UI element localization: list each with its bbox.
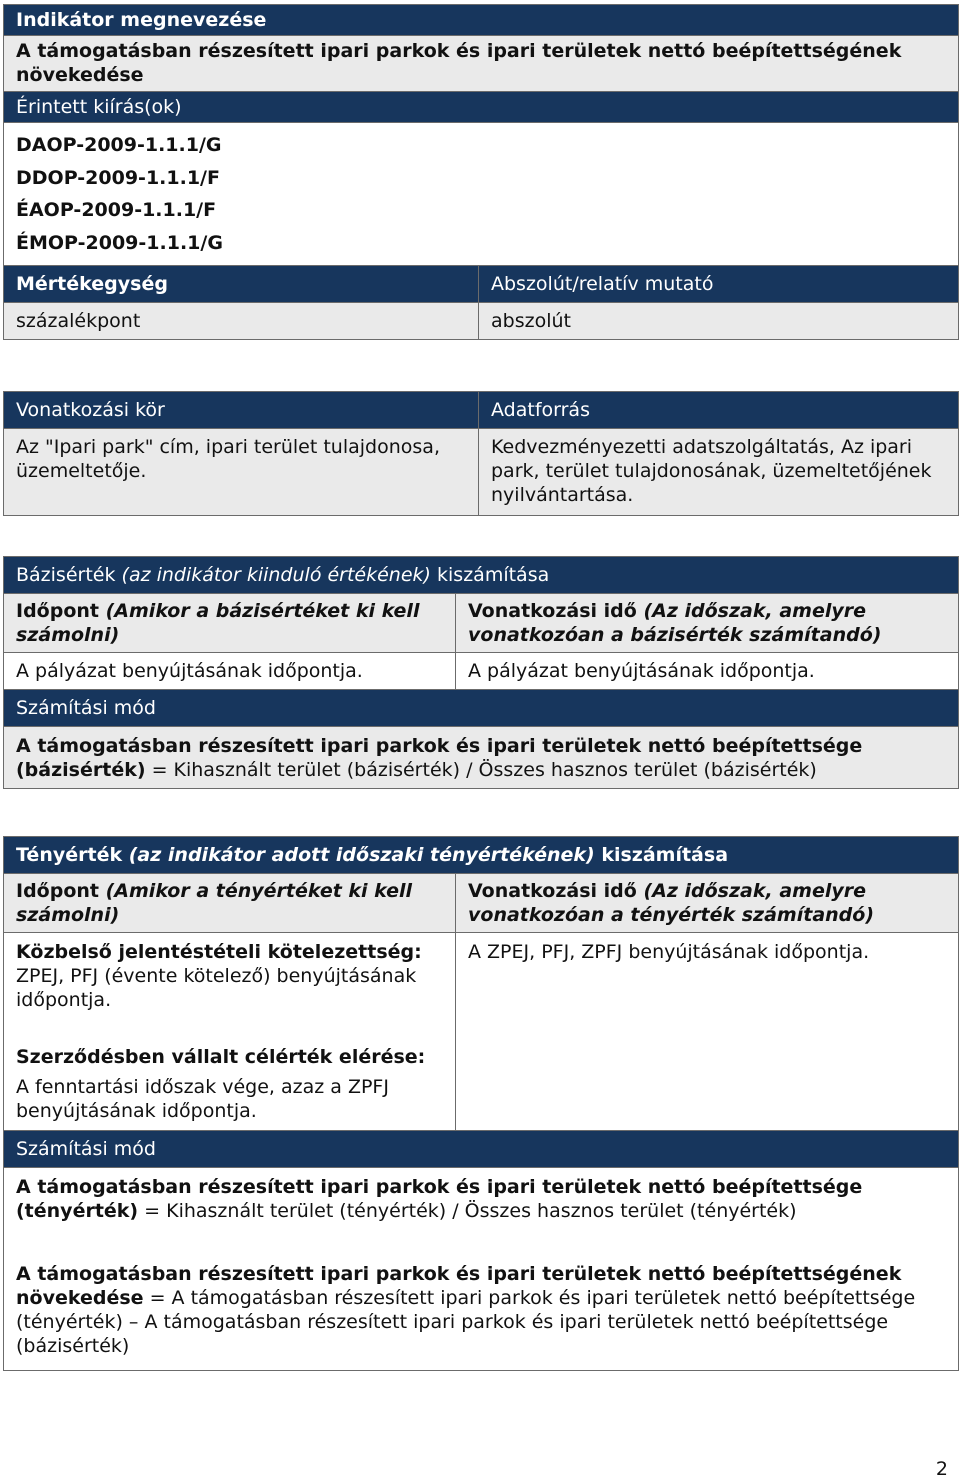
actual-formula-1-bold: A támogatásban részesített ipari parkok és ipari területek nettó beépítettsége (tényérték) <box>16 1176 863 1222</box>
indicator-name-header: Indikátor megnevezése <box>4 5 959 36</box>
actual-title-italic: (az indikátor adott időszaki tényértékének) <box>128 844 595 866</box>
absrel-header: Abszolút/relatív mutató <box>479 266 959 303</box>
base-ref-label-italic: (Az időszak, amelyre vonatkozóan a bázisérték számítandó) <box>468 600 882 646</box>
base-ref-label <box>456 594 959 653</box>
actual-ref-label-main: Vonatkozási idő <box>468 880 637 902</box>
unit-header: Mértékegység <box>4 266 479 303</box>
base-formula-rest: = Kihasznált terület (bázisérték) / Összes hasznos terület (bázisérték) <box>145 759 817 781</box>
actual-interim-bold: Közbelső jelentéstételi kötelezettség: <box>16 941 422 963</box>
actual-time-label-main: Időpont <box>16 880 99 902</box>
actual-title-end: kiszámítása <box>601 844 729 866</box>
call-item: ÉAOP-2009-1.1.1/F <box>16 199 217 221</box>
actual-target-cell <box>4 1045 456 1131</box>
call-item: DAOP-2009-1.1.1/G <box>16 134 222 156</box>
actual-method-header: Számítási mód <box>4 1131 959 1168</box>
actual-formula-2 <box>16 1262 947 1358</box>
base-title-italic: (az indikátor kiinduló értékének) <box>121 564 431 586</box>
absrel-value: abszolút <box>479 303 959 340</box>
actual-ref-label <box>456 874 959 933</box>
actual-header <box>4 837 959 874</box>
base-method-header: Számítási mód <box>4 690 959 727</box>
actual-formula-2-rest: = A támogatásban részesített ipari parkok és ipari területek nettó beépítettsége (tényérték) – A támogatásban részesített ipari parkok és ipari területek nettó beépítettsége (bázisérték) <box>16 1287 916 1357</box>
base-formula <box>4 727 959 789</box>
base-title-end: kiszámítása <box>437 564 550 586</box>
source-header: Adatforrás <box>479 392 959 429</box>
indicator-name-value: A támogatásban részesített ipari parkok és ipari területek nettó beépítettségének növekedése <box>4 36 959 92</box>
calls-header: Érintett kiírás(ok) <box>4 92 959 123</box>
scope-value: Az "Ipari park" cím, ipari terület tulajdonosa, üzemeltetője. <box>4 429 479 516</box>
actual-interim-rest: ZPEJ, PFJ (évente kötelező) benyújtásának időpontja. <box>16 965 417 1011</box>
base-header <box>4 557 959 594</box>
actual-interim-cell <box>4 933 456 1046</box>
base-time-label-italic: (Amikor a bázisértéket ki kell számolni) <box>16 600 420 646</box>
calls-list <box>4 123 959 266</box>
page-number: 2 <box>935 1458 948 1480</box>
base-time-label-main: Időpont <box>16 600 99 622</box>
base-formula-bold: A támogatásban részesített ipari parkok és ipari területek nettó beépítettsége (bázisérték) <box>16 735 863 781</box>
actual-target-bold: Szerződésben vállalt célérték elérése: <box>16 1046 426 1068</box>
actual-time-label <box>4 874 456 933</box>
actual-target-rest: A fenntartási időszak vége, azaz a ZPFJ benyújtásának időpontja. <box>16 1076 389 1122</box>
base-table <box>3 556 959 789</box>
actual-formula-1-rest: = Kihasznált terület (tényérték) / Összes hasznos terület (tényérték) <box>138 1200 797 1222</box>
source-value: Kedvezményezetti adatszolgáltatás, Az ipari park, terület tulajdonosának, üzemeltetőjének nyilvántartása. <box>479 429 959 516</box>
base-time-label <box>4 594 456 653</box>
actual-table <box>3 836 959 1371</box>
call-item: ÉMOP-2009-1.1.1/G <box>16 231 223 254</box>
actual-title: Tényérték <box>16 844 123 866</box>
unit-value: százalékpont <box>4 303 479 340</box>
base-time-value: A pályázat benyújtásának időpontja. <box>4 653 456 690</box>
actual-formula-2-bold: A támogatásban részesített ipari parkok és ipari területek nettó beépítettségének növekedése <box>16 1263 902 1309</box>
scope-table <box>3 391 959 516</box>
actual-time-label-italic: (Amikor a tényértéket ki kell számolni) <box>16 880 413 926</box>
actual-ref-value: A ZPEJ, PFJ, ZPFJ benyújtásának időpontja. <box>456 933 959 1131</box>
actual-formula-cell <box>4 1168 959 1371</box>
scope-header: Vonatkozási kör <box>4 392 479 429</box>
actual-formula-1 <box>16 1175 947 1223</box>
base-ref-value: A pályázat benyújtásának időpontja. <box>456 653 959 690</box>
base-title: Bázisérték <box>16 564 116 586</box>
actual-ref-label-italic: (Az időszak, amelyre vonatkozóan a tényérték számítandó) <box>468 880 875 926</box>
call-item: DDOP-2009-1.1.1/F <box>16 166 220 189</box>
base-ref-label-main: Vonatkozási idő <box>468 600 637 622</box>
indicator-table <box>3 4 959 340</box>
